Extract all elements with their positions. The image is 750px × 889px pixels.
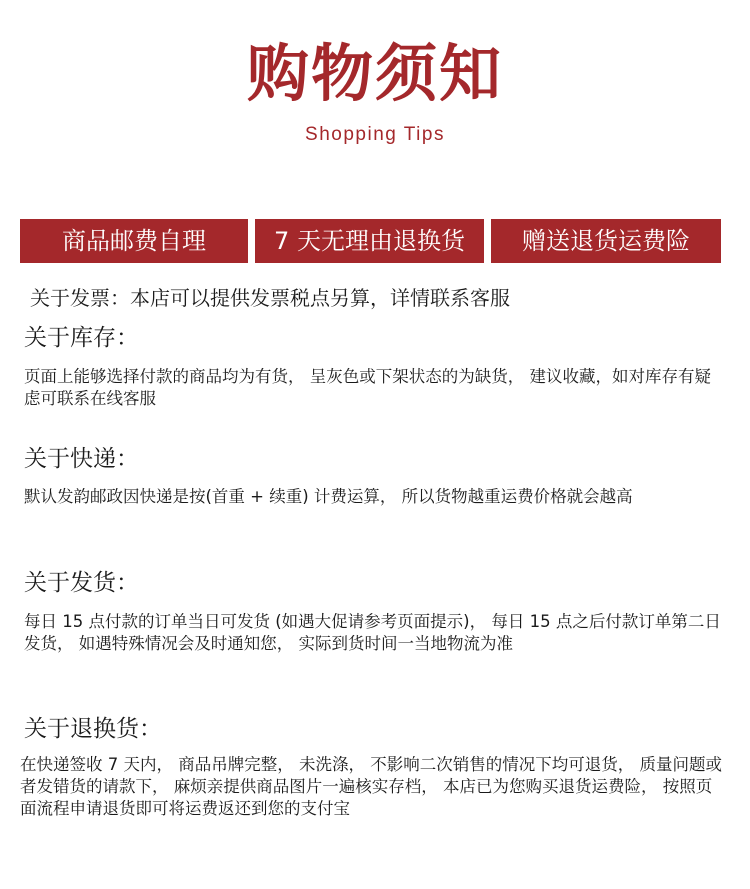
badge-shipping-fee: 商品邮费自理 bbox=[20, 219, 248, 263]
express-body: 默认发韵邮政因快递是按(首重 + 续重) 计费运算， 所以货物越重运费价格就会越高 bbox=[24, 487, 633, 506]
returns-body: 在快递签收 7 天内， 商品吊牌完整， 未洗涤， 不影响二次销售的情况下均可退货， 质量问题或者发错货的请款下， 麻烦亲提供商品图片一遍核实存档， 本店已为您购买退货运费险， 按照页面流程申请退货即可将运费返还到您的支付宝 bbox=[20, 755, 722, 818]
invoice-note: 关于发票：本店可以提供发票税点另算，详情联系客服 bbox=[30, 286, 510, 310]
badge-7-day-return: 7 天无理由退换货 bbox=[255, 219, 484, 263]
express-heading: 关于快递： bbox=[24, 446, 139, 472]
badge-return-insurance: 赠送退货运费险 bbox=[491, 219, 721, 263]
shipping-body: 每日 15 点付款的订单当日可发货 (如遇大促请参考页面提示)， 每日 15 点之后付款订单第二日发货， 如遇特殊情况会及时通知您， 实际到货时间一当地物流为准 bbox=[24, 612, 721, 653]
page-subtitle: Shopping Tips bbox=[305, 124, 445, 145]
shipping-heading: 关于发货： bbox=[24, 570, 139, 596]
page-title: 购物须知 bbox=[246, 37, 503, 110]
stock-heading: 关于库存： bbox=[24, 325, 139, 351]
returns-heading: 关于退换货： bbox=[24, 716, 162, 742]
stock-body: 页面上能够选择付款的商品均为有货， 呈灰色或下架状态的为缺货， 建议收藏，如对库存有疑虑可联系在线客服 bbox=[24, 367, 711, 408]
